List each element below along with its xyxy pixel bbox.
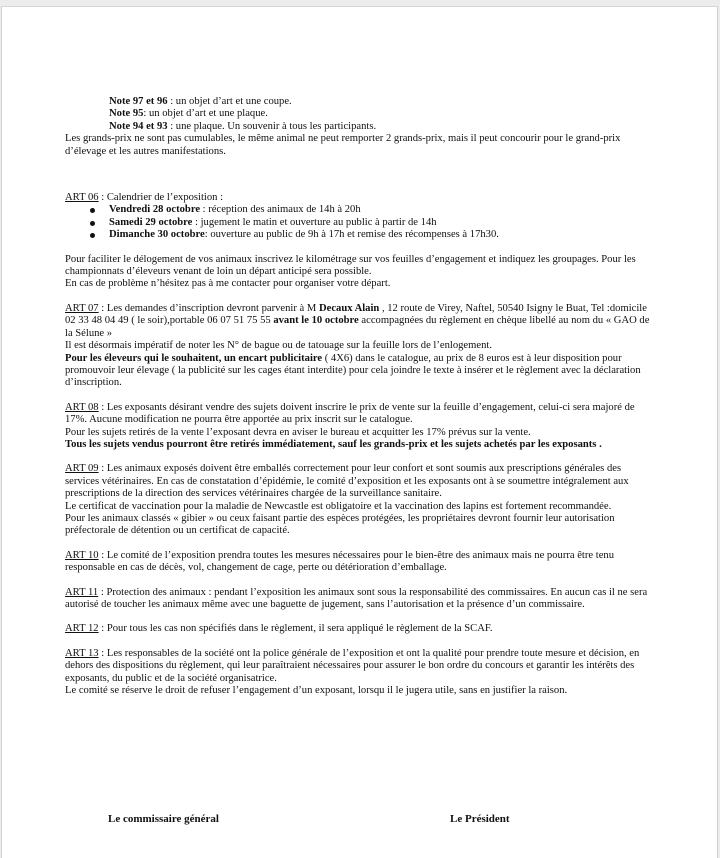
art12-paragraph [65, 623, 655, 635]
article-title: : Calendrier de l’exposition : [98, 192, 224, 204]
article-text: : Les demandes d’inscription devront parvenir à M [98, 302, 319, 314]
article-text: accompagnées du règlement en chèque libellé au nom du « GAO de la Sélune » [65, 315, 650, 339]
note-text: : une plaque. Un souvenir à tous les participants. [167, 120, 377, 132]
delogement-paragraph: Pour faciliter le délogement de vos animaux inscrivez le kilométrage sur vos feuilles d’engagement et indiquez les groupages. Pour les championnats d’éleveurs venant de loin un départ anticipé sera possible. [65, 253, 636, 278]
article-text: : Les responsables de la société ont la police générale de l’exposition et ont la qualité pour prendre toute mesure et décision, en dehors des dispositions du règlement, qui leur paraîtraient nécessaires pour assurer le bon ordre du concours et garantir les intérêts des exposants, du public et de la société organisatrice. [65, 647, 640, 684]
note-label: Note 94 et 93 [109, 120, 168, 132]
art08-retrait: Pour les sujets retirés de la vente l’exposant devra en aviser le bureau et acquitter les 17% prévus sur la vente. [65, 426, 531, 438]
calendar-text: : jugement le matin et ouverture au public à partir de 14h [192, 216, 437, 228]
article-text: : Les animaux exposés doivent être emballés correctement pour leur confort et sont soumis aux prescriptions générales des services vétérinaires. En cas de constatation d’épidémie, le comité d’exposition et les exposants ont à se soumettre intégralement aux prescriptions de la direction des services vétérinaires chargée de la surveillance sanitaire. [65, 463, 629, 500]
calendar-list [65, 204, 655, 241]
calendar-day: Samedi 29 octobre [109, 216, 193, 228]
note-95 [65, 108, 655, 120]
article-text: : Le comité de l’exposition prendra toutes les mesures nécessaires pour le bien-être des animaux mais ne pourra être tenu responsable en cas de décès, vol, changement de cage, perte ou détérioration d’emballage. [65, 549, 614, 574]
article-label: ART 10 [65, 549, 99, 561]
art09-gibier: Pour les animaux classés « gibier » ou ceux faisant partie des espèces protégées, les propriétaires devront fournir leur autorisation préfectorale de détention ou un certificat de capacité. [65, 512, 615, 537]
note-97-96 [65, 96, 655, 108]
list-item [109, 204, 655, 216]
list-item [109, 217, 655, 229]
art09-paragraph [65, 463, 655, 500]
delogement-contact: En cas de problème n’hésitez pas à me contacter pour organiser votre départ. [65, 278, 391, 290]
article-text: ( 4X6) dans le catalogue, au prix de 8 euros est à leur disposition pour promouvoir leur élevage ( la publicité sur les cages étant interdite) pour cela joindre le texte à insérer et le règlement avec la déclaration d’inscription. [65, 352, 641, 389]
art13-paragraph [65, 648, 655, 685]
document-page [1, 6, 718, 858]
art09-vaccination: Le certificat de vaccination pour la maladie de Newcastle est obligatoire et la vaccination des lapins est fortement recommandée. [65, 500, 612, 512]
article-text: : Pour tous les cas non spécifiés dans le règlement, il sera appliqué le règlement de la SCAF. [98, 623, 493, 635]
art08-paragraph [65, 402, 655, 427]
art07-publicite [65, 353, 655, 390]
art08-bold-note: Tous les sujets vendus pourront être retirés immédiatement, sauf les grands-prix et les sujets achetés par les exposants . [65, 438, 602, 450]
art11-paragraph [65, 587, 655, 612]
art06-heading [65, 192, 655, 204]
article-label: ART 13 [65, 647, 99, 659]
note-text: : un objet d’art et une coupe. [167, 96, 292, 107]
calendar-day: Dimanche 30 octobre [109, 229, 205, 241]
contact-name: Decaux Alain [318, 302, 380, 314]
art10-paragraph [65, 550, 655, 575]
article-label: ART 06 [65, 192, 99, 204]
art07-paragraph [65, 303, 655, 340]
article-label: ART 09 [65, 463, 99, 475]
signature-commissaire: Le commissaire général [108, 813, 219, 825]
note-label: Note 97 et 96 [109, 96, 168, 107]
note-label: Note 95 [109, 108, 144, 120]
signature-president: Le Président [450, 813, 510, 825]
article-text: : Les exposants désirant vendre des sujets doivent inscrire le prix de vente sur la feuille d’engagement, celui-ci sera majoré de 17%. Aucune modification ne pourra être apportée au prix inscrit sur le catalogue. [65, 401, 635, 426]
note-94-93 [65, 121, 655, 133]
deadline-text: avant le 10 octobre [273, 315, 359, 327]
art07-bague: Il est désormais impératif de noter les N° de bague ou de tatouage sur la feuille lors de l’enlogement. [65, 340, 492, 352]
art13-refus: Le comité se réserve le droit de refuser l’engagement d’un exposant, lorsqu il le jugera utile, sans en justifier la raison. [65, 685, 568, 697]
article-text: , 12 route de Virey, Naftel, 50540 Isigny le Buat, Tel :domicile 02 33 48 04 49 ( le soir),portable 06 07 51 75 55 [65, 302, 647, 327]
grand-prix-paragraph: Les grands-prix ne sont pas cumulables, le même animal ne peut remporter 2 grands-prix, mais il peut concourir pour le grand-prix d’élevage et les autres manifestations. [65, 133, 621, 157]
calendar-day: Vendredi 28 octobre [109, 204, 201, 216]
note-text: : un objet d’art et une plaque. [143, 108, 268, 120]
article-label: ART 12 [65, 623, 99, 635]
document-body [65, 96, 655, 697]
article-label: ART 11 [65, 586, 99, 598]
publicite-bold: Pour les éleveurs qui le souhaitent, un encart publicitaire [65, 352, 323, 364]
article-text: : Protection des animaux : pendant l’exposition les animaux sont sous la responsabilité des commissaires. En aucun cas il ne sera autorisé de toucher les animaux même avec une baguette de jugement, sans l’autorisation et la présence d’un commissaire. [65, 586, 648, 610]
list-item [109, 229, 655, 241]
calendar-text: : ouverture au public de 9h à 17h et remise des récompenses à 17h30. [204, 229, 499, 241]
calendar-text: : réception des animaux de 14h à 20h [200, 204, 361, 216]
article-label: ART 08 [65, 401, 99, 413]
article-label: ART 07 [65, 302, 99, 314]
